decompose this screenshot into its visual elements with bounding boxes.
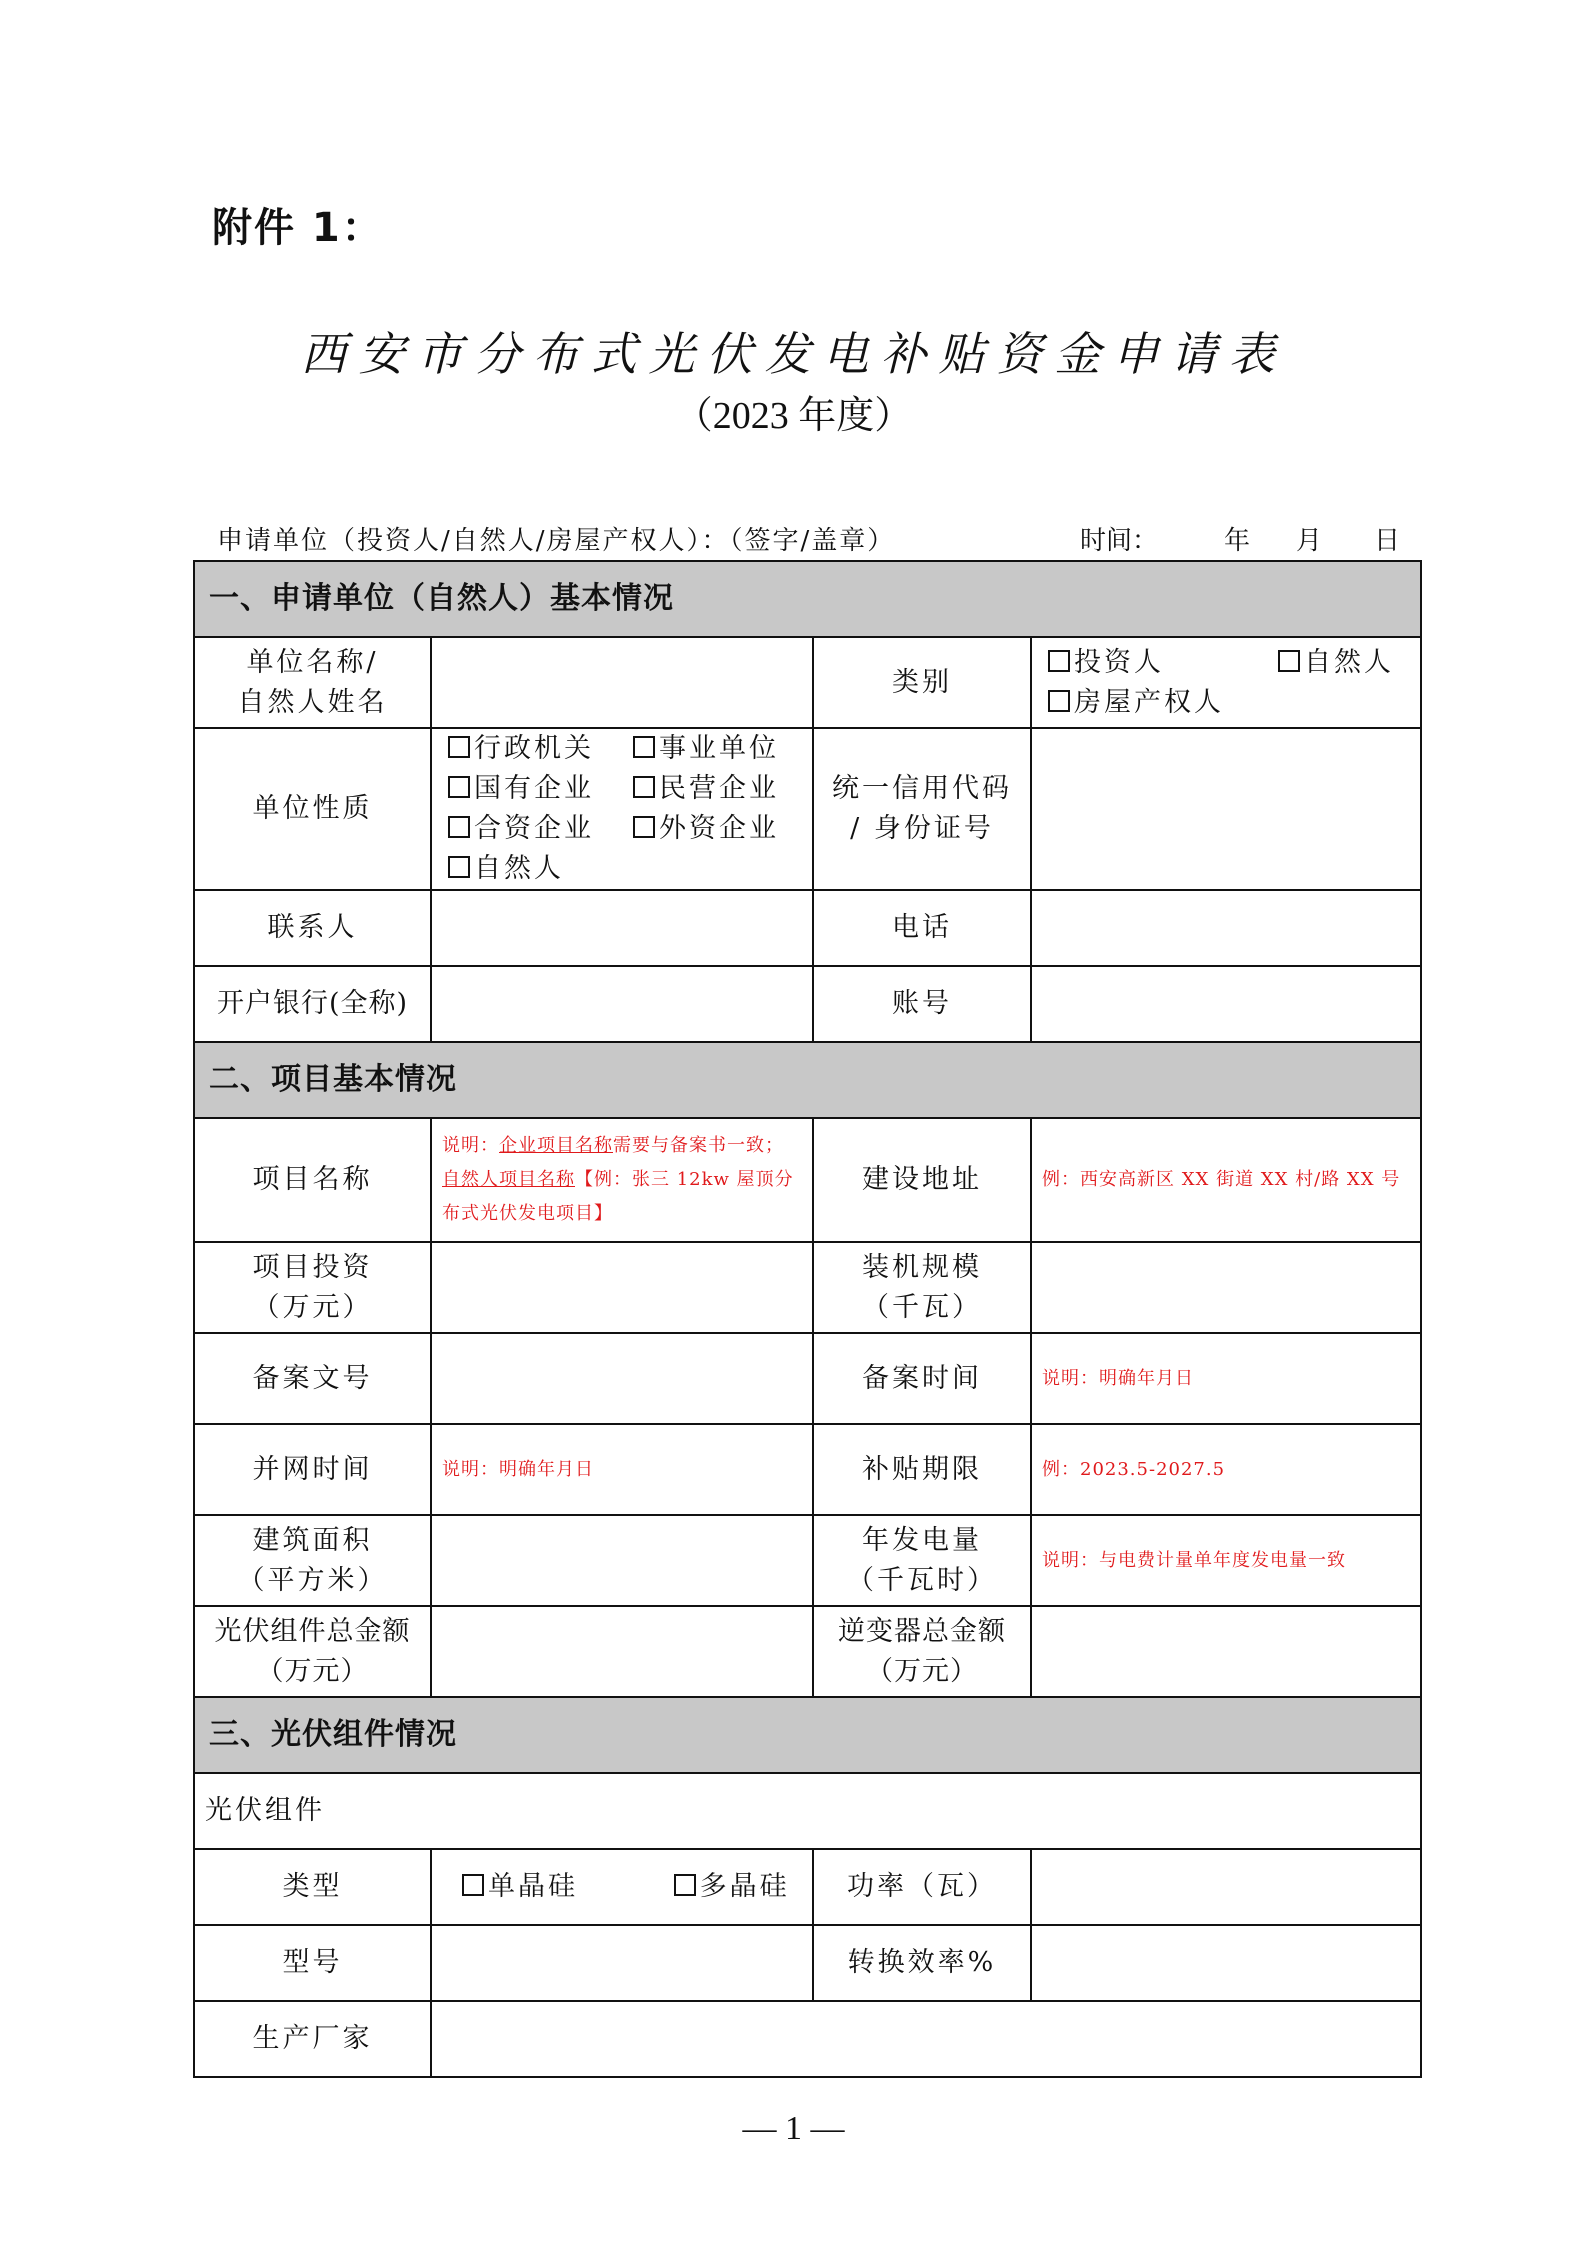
- category-option-investor[interactable]: 投资人: [1048, 643, 1278, 683]
- type-option-poly[interactable]: 多晶硅: [674, 1871, 790, 1902]
- section2-heading: 二、项目基本情况: [194, 1042, 1421, 1118]
- grid-time-field[interactable]: 说明：明确年月日: [431, 1424, 813, 1515]
- applicant-line: 申请单位（投资人/自然人/房屋产权人）：（签字/盖章）: [217, 526, 896, 556]
- attachment-label: 附件 1：: [212, 205, 384, 251]
- address-field[interactable]: 例：西安高新区 XX 街道 XX 村/路 XX 号: [1031, 1118, 1421, 1242]
- filing-time-label: 备案时间: [813, 1333, 1031, 1424]
- category-label: 类别: [813, 637, 1031, 728]
- module-total-label: 光伏组件总金额 （万元）: [194, 1606, 431, 1697]
- module-total-field[interactable]: [431, 1606, 813, 1697]
- filing-time-field[interactable]: 说明：明确年月日: [1031, 1333, 1421, 1424]
- capacity-field[interactable]: [1031, 1242, 1421, 1333]
- checkbox-icon[interactable]: [448, 856, 470, 878]
- type-option-mono[interactable]: 单晶硅: [462, 1867, 662, 1907]
- unit-nature-label: 单位性质: [194, 728, 431, 890]
- area-label: 建筑面积 （平方米）: [194, 1515, 431, 1606]
- account-field[interactable]: [1031, 966, 1421, 1042]
- checkbox-icon[interactable]: [448, 816, 470, 838]
- nature-option[interactable]: 合资企业: [448, 809, 633, 849]
- unit-name-field[interactable]: [431, 637, 813, 728]
- type-options: [431, 1849, 813, 1925]
- area-field[interactable]: [431, 1515, 813, 1606]
- power-label: 功率（瓦）: [813, 1849, 1031, 1925]
- phone-field[interactable]: [1031, 890, 1421, 966]
- annual-gen-field[interactable]: 说明：与电费计量单年度发电量一致: [1031, 1515, 1421, 1606]
- unit-name-label: 单位名称/ 自然人姓名: [194, 637, 431, 728]
- nature-option[interactable]: 民营企业: [633, 769, 793, 809]
- section3-heading: 三、光伏组件情况: [194, 1697, 1421, 1773]
- page-number: — 1 —: [742, 2110, 845, 2147]
- checkbox-icon[interactable]: [1048, 690, 1070, 712]
- day-label: 日: [1374, 526, 1401, 556]
- contact-label: 联系人: [194, 890, 431, 966]
- credit-code-label: 统一信用代码 / 身份证号: [813, 728, 1031, 890]
- manufacturer-label: 生产厂家: [194, 2001, 431, 2077]
- credit-code-field[interactable]: [1031, 728, 1421, 890]
- project-name-field[interactable]: 说明：企业项目名称需要与备案书一致；自然人项目名称【例：张三 12kw 屋顶分布式光伏发电项目】: [431, 1118, 813, 1242]
- time-label: 时间：: [1080, 526, 1159, 556]
- filing-no-field[interactable]: [431, 1333, 813, 1424]
- form-subtitle: （2023 年度）: [674, 395, 913, 437]
- checkbox-icon[interactable]: [1278, 650, 1300, 672]
- checkbox-icon[interactable]: [633, 816, 655, 838]
- bank-label: 开户银行(全称): [194, 966, 431, 1042]
- checkbox-icon[interactable]: [633, 736, 655, 758]
- month-label: 月: [1296, 526, 1323, 556]
- checkbox-icon[interactable]: [1048, 650, 1070, 672]
- nature-option[interactable]: 事业单位: [633, 729, 793, 769]
- module-label: 光伏组件: [194, 1773, 1421, 1849]
- subsidy-period-label: 补贴期限: [813, 1424, 1031, 1515]
- model-label: 型号: [194, 1925, 431, 2001]
- checkbox-icon[interactable]: [633, 776, 655, 798]
- year-label: 年: [1224, 526, 1251, 556]
- manufacturer-field[interactable]: [431, 2001, 1421, 2077]
- power-field[interactable]: [1031, 1849, 1421, 1925]
- application-table: [193, 560, 1422, 2078]
- type-label: 类型: [194, 1849, 431, 1925]
- investment-field[interactable]: [431, 1242, 813, 1333]
- category-option-owner[interactable]: 房屋产权人: [1048, 683, 1278, 723]
- subsidy-period-field[interactable]: 例：2023.5-2027.5: [1031, 1424, 1421, 1515]
- checkbox-icon[interactable]: [448, 776, 470, 798]
- checkbox-icon[interactable]: [674, 1874, 696, 1896]
- inverter-total-label: 逆变器总金额 （万元）: [813, 1606, 1031, 1697]
- account-label: 账号: [813, 966, 1031, 1042]
- capacity-label: 装机规模 （千瓦）: [813, 1242, 1031, 1333]
- efficiency-label: 转换效率%: [813, 1925, 1031, 2001]
- checkbox-icon[interactable]: [448, 736, 470, 758]
- checkbox-icon[interactable]: [462, 1874, 484, 1896]
- inverter-total-field[interactable]: [1031, 1606, 1421, 1697]
- bank-field[interactable]: [431, 966, 813, 1042]
- nature-option[interactable]: 自然人: [448, 849, 633, 889]
- section1-heading: 一、申请单位（自然人）基本情况: [194, 561, 1421, 637]
- nature-option[interactable]: 行政机关: [448, 729, 633, 769]
- annual-gen-label: 年发电量 （千瓦时）: [813, 1515, 1031, 1606]
- filing-no-label: 备案文号: [194, 1333, 431, 1424]
- phone-label: 电话: [813, 890, 1031, 966]
- address-label: 建设地址: [813, 1118, 1031, 1242]
- grid-time-label: 并网时间: [194, 1424, 431, 1515]
- nature-option[interactable]: 外资企业: [633, 809, 793, 849]
- efficiency-field[interactable]: [1031, 1925, 1421, 2001]
- investment-label: 项目投资 （万元）: [194, 1242, 431, 1333]
- form-title: 西安市分布式光伏发电补贴资金申请表: [300, 327, 1287, 381]
- unit-nature-options: [431, 728, 813, 890]
- category-option-natural-person[interactable]: 自然人: [1278, 643, 1408, 683]
- model-field[interactable]: [431, 1925, 813, 2001]
- contact-field[interactable]: [431, 890, 813, 966]
- nature-option[interactable]: 国有企业: [448, 769, 633, 809]
- project-name-label: 项目名称: [194, 1118, 431, 1242]
- category-options: [1031, 637, 1421, 728]
